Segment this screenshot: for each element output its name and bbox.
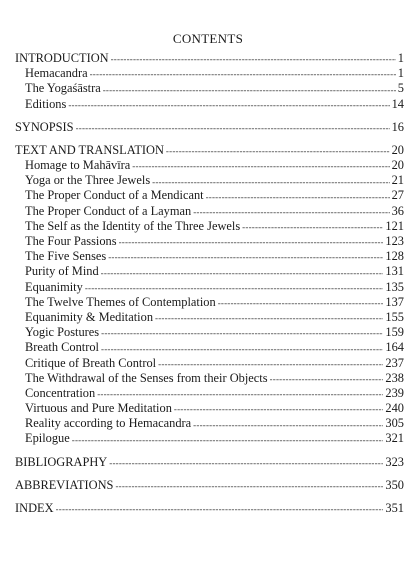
toc-subentry-row bbox=[15, 66, 404, 81]
toc-entry-page: 155 bbox=[385, 309, 404, 324]
toc-entry-page: 137 bbox=[385, 294, 404, 309]
toc-entry-page: 164 bbox=[385, 340, 404, 355]
toc-subentry-row bbox=[15, 295, 404, 310]
dot-leader bbox=[109, 457, 383, 469]
toc-entry-page: 323 bbox=[385, 454, 404, 469]
toc-subentry-row bbox=[15, 432, 404, 447]
toc-entry-page: 16 bbox=[391, 119, 404, 134]
toc-subentry-row bbox=[15, 219, 404, 234]
section-spacer bbox=[15, 135, 404, 143]
section-spacer bbox=[15, 493, 404, 501]
toc-entry-title: The Four Passions bbox=[25, 234, 117, 249]
toc-entry-page: 5 bbox=[397, 81, 404, 96]
dot-leader bbox=[132, 160, 389, 172]
dot-leader bbox=[158, 358, 383, 370]
toc-entry-title: The Yogaśāstra bbox=[25, 81, 101, 96]
dot-leader bbox=[242, 221, 383, 233]
dot-leader bbox=[56, 503, 384, 515]
toc-subentry-row bbox=[15, 371, 404, 386]
toc-section bbox=[15, 143, 404, 447]
toc-section bbox=[15, 455, 404, 470]
toc-subentry-row bbox=[15, 401, 404, 416]
toc-entry-page: 1 bbox=[397, 50, 404, 65]
dot-leader bbox=[101, 327, 383, 339]
toc-section bbox=[15, 478, 404, 493]
toc-subentry-row bbox=[15, 325, 404, 340]
dot-leader bbox=[85, 282, 384, 294]
toc-entry-page: 237 bbox=[385, 355, 404, 370]
toc-entry-title: The Five Senses bbox=[25, 249, 107, 264]
toc-entry-page: 239 bbox=[385, 385, 404, 400]
toc-subentry-row bbox=[15, 416, 404, 431]
toc-entry-page: 20 bbox=[391, 158, 404, 173]
toc-entry-title: The Withdrawal of the Senses from their Objects bbox=[25, 370, 268, 385]
toc-section-row bbox=[15, 51, 404, 66]
toc-entry-title: Yoga or the Three Jewels bbox=[25, 173, 151, 188]
toc-subentry-row bbox=[15, 189, 404, 204]
toc-entry-page: 350 bbox=[385, 477, 404, 492]
dot-leader bbox=[103, 84, 396, 96]
toc-entry-page: 21 bbox=[391, 173, 404, 188]
toc-entry-page: 240 bbox=[385, 401, 404, 416]
toc-entry-title: The Self as the Identity of the Three Jewels bbox=[25, 218, 241, 233]
toc-entry-title: Critique of Breath Control bbox=[25, 355, 157, 370]
dot-leader bbox=[111, 53, 396, 65]
toc-subentry-row bbox=[15, 204, 404, 219]
dot-leader bbox=[101, 267, 384, 279]
toc-section-row bbox=[15, 501, 404, 516]
toc-entry-title: TEXT AND TRANSLATION bbox=[15, 142, 164, 157]
dot-leader bbox=[68, 99, 389, 111]
page-title: CONTENTS bbox=[172, 31, 244, 46]
toc-entry-page: 135 bbox=[385, 279, 404, 294]
dot-leader bbox=[76, 122, 390, 134]
toc-entry-title: Equanimity & Meditation bbox=[25, 309, 154, 324]
toc-section bbox=[15, 120, 404, 135]
dot-leader bbox=[270, 373, 384, 385]
dot-leader bbox=[155, 312, 383, 324]
toc-entry-title: The Proper Conduct of a Layman bbox=[25, 203, 192, 218]
toc-subentry-row bbox=[15, 81, 404, 96]
dot-leader bbox=[90, 68, 396, 80]
dot-leader bbox=[115, 480, 383, 492]
dot-leader bbox=[193, 419, 383, 431]
dot-leader bbox=[97, 388, 383, 400]
toc-entry-title: Equanimity bbox=[25, 279, 83, 294]
toc-entry-page: 351 bbox=[385, 501, 404, 516]
toc-entry-title: Homage to Mahāvīra bbox=[25, 158, 131, 173]
toc-section-row bbox=[15, 478, 404, 493]
dot-leader bbox=[108, 251, 383, 263]
toc-entry-page: 321 bbox=[385, 431, 404, 446]
toc-subentry-row bbox=[15, 249, 404, 264]
toc-subentry-row bbox=[15, 234, 404, 249]
dot-leader bbox=[101, 343, 383, 355]
toc-entry-page: 128 bbox=[385, 249, 404, 264]
dot-leader bbox=[218, 297, 384, 309]
toc-entry-page: 20 bbox=[391, 142, 404, 157]
toc-entry-page: 305 bbox=[385, 416, 404, 431]
dot-leader bbox=[72, 434, 384, 446]
toc-entry-title: BIBLIOGRAPHY bbox=[15, 454, 108, 469]
toc-subentry-row bbox=[15, 158, 404, 173]
toc-section-row bbox=[15, 143, 404, 158]
toc-entry-title: Breath Control bbox=[25, 340, 99, 355]
toc-entry-title: Epilogue bbox=[25, 431, 70, 446]
toc-entry-page: 238 bbox=[385, 370, 404, 385]
toc-entry-page: 131 bbox=[385, 264, 404, 279]
toc-subentry-row bbox=[15, 386, 404, 401]
toc-entry-title: SYNOPSIS bbox=[15, 119, 74, 134]
toc-subentry-row bbox=[15, 356, 404, 371]
toc-entry-page: 27 bbox=[391, 188, 404, 203]
toc-entry-title: Yogic Postures bbox=[25, 325, 100, 340]
toc-section-row bbox=[15, 455, 404, 470]
toc-entry-title: INDEX bbox=[15, 501, 54, 516]
toc-entry-page: 121 bbox=[385, 218, 404, 233]
dot-leader bbox=[152, 176, 389, 188]
toc-entry-title: The Proper Conduct of a Mendicant bbox=[25, 188, 204, 203]
section-spacer bbox=[15, 470, 404, 478]
toc-entry-page: 159 bbox=[385, 325, 404, 340]
toc-entry-page: 14 bbox=[391, 96, 404, 111]
toc-entry-title: Virtuous and Pure Meditation bbox=[25, 401, 172, 416]
dot-leader bbox=[206, 191, 390, 203]
dot-leader bbox=[174, 403, 384, 415]
section-spacer bbox=[15, 447, 404, 455]
section-spacer bbox=[15, 112, 404, 120]
toc-section-row bbox=[15, 120, 404, 135]
toc-entry-page: 36 bbox=[391, 203, 404, 218]
toc-subentry-row bbox=[15, 310, 404, 325]
toc-entry-title: ABBREVIATIONS bbox=[15, 477, 114, 492]
toc-entry-page: 123 bbox=[385, 234, 404, 249]
toc-entry-title: Editions bbox=[25, 96, 67, 111]
toc-entry-page: 1 bbox=[397, 66, 404, 81]
toc-subentry-row bbox=[15, 173, 404, 188]
toc-section bbox=[15, 51, 404, 112]
dot-leader bbox=[119, 236, 384, 248]
dot-leader bbox=[193, 206, 389, 218]
toc-entry-title: Concentration bbox=[25, 385, 96, 400]
toc-entry-title: Reality according to Hemacandra bbox=[25, 416, 192, 431]
toc-entry-title: Purity of Mind bbox=[25, 264, 99, 279]
toc-subentry-row bbox=[15, 280, 404, 295]
toc-entry-title: Hemacandra bbox=[25, 66, 88, 81]
toc-subentry-row bbox=[15, 264, 404, 279]
dot-leader bbox=[166, 145, 390, 157]
table-of-contents bbox=[15, 51, 404, 516]
toc-entry-title: INTRODUCTION bbox=[15, 50, 109, 65]
toc-subentry-row bbox=[15, 340, 404, 355]
toc-subentry-row bbox=[15, 97, 404, 112]
toc-section bbox=[15, 501, 404, 516]
toc-entry-title: The Twelve Themes of Contemplation bbox=[25, 294, 216, 309]
